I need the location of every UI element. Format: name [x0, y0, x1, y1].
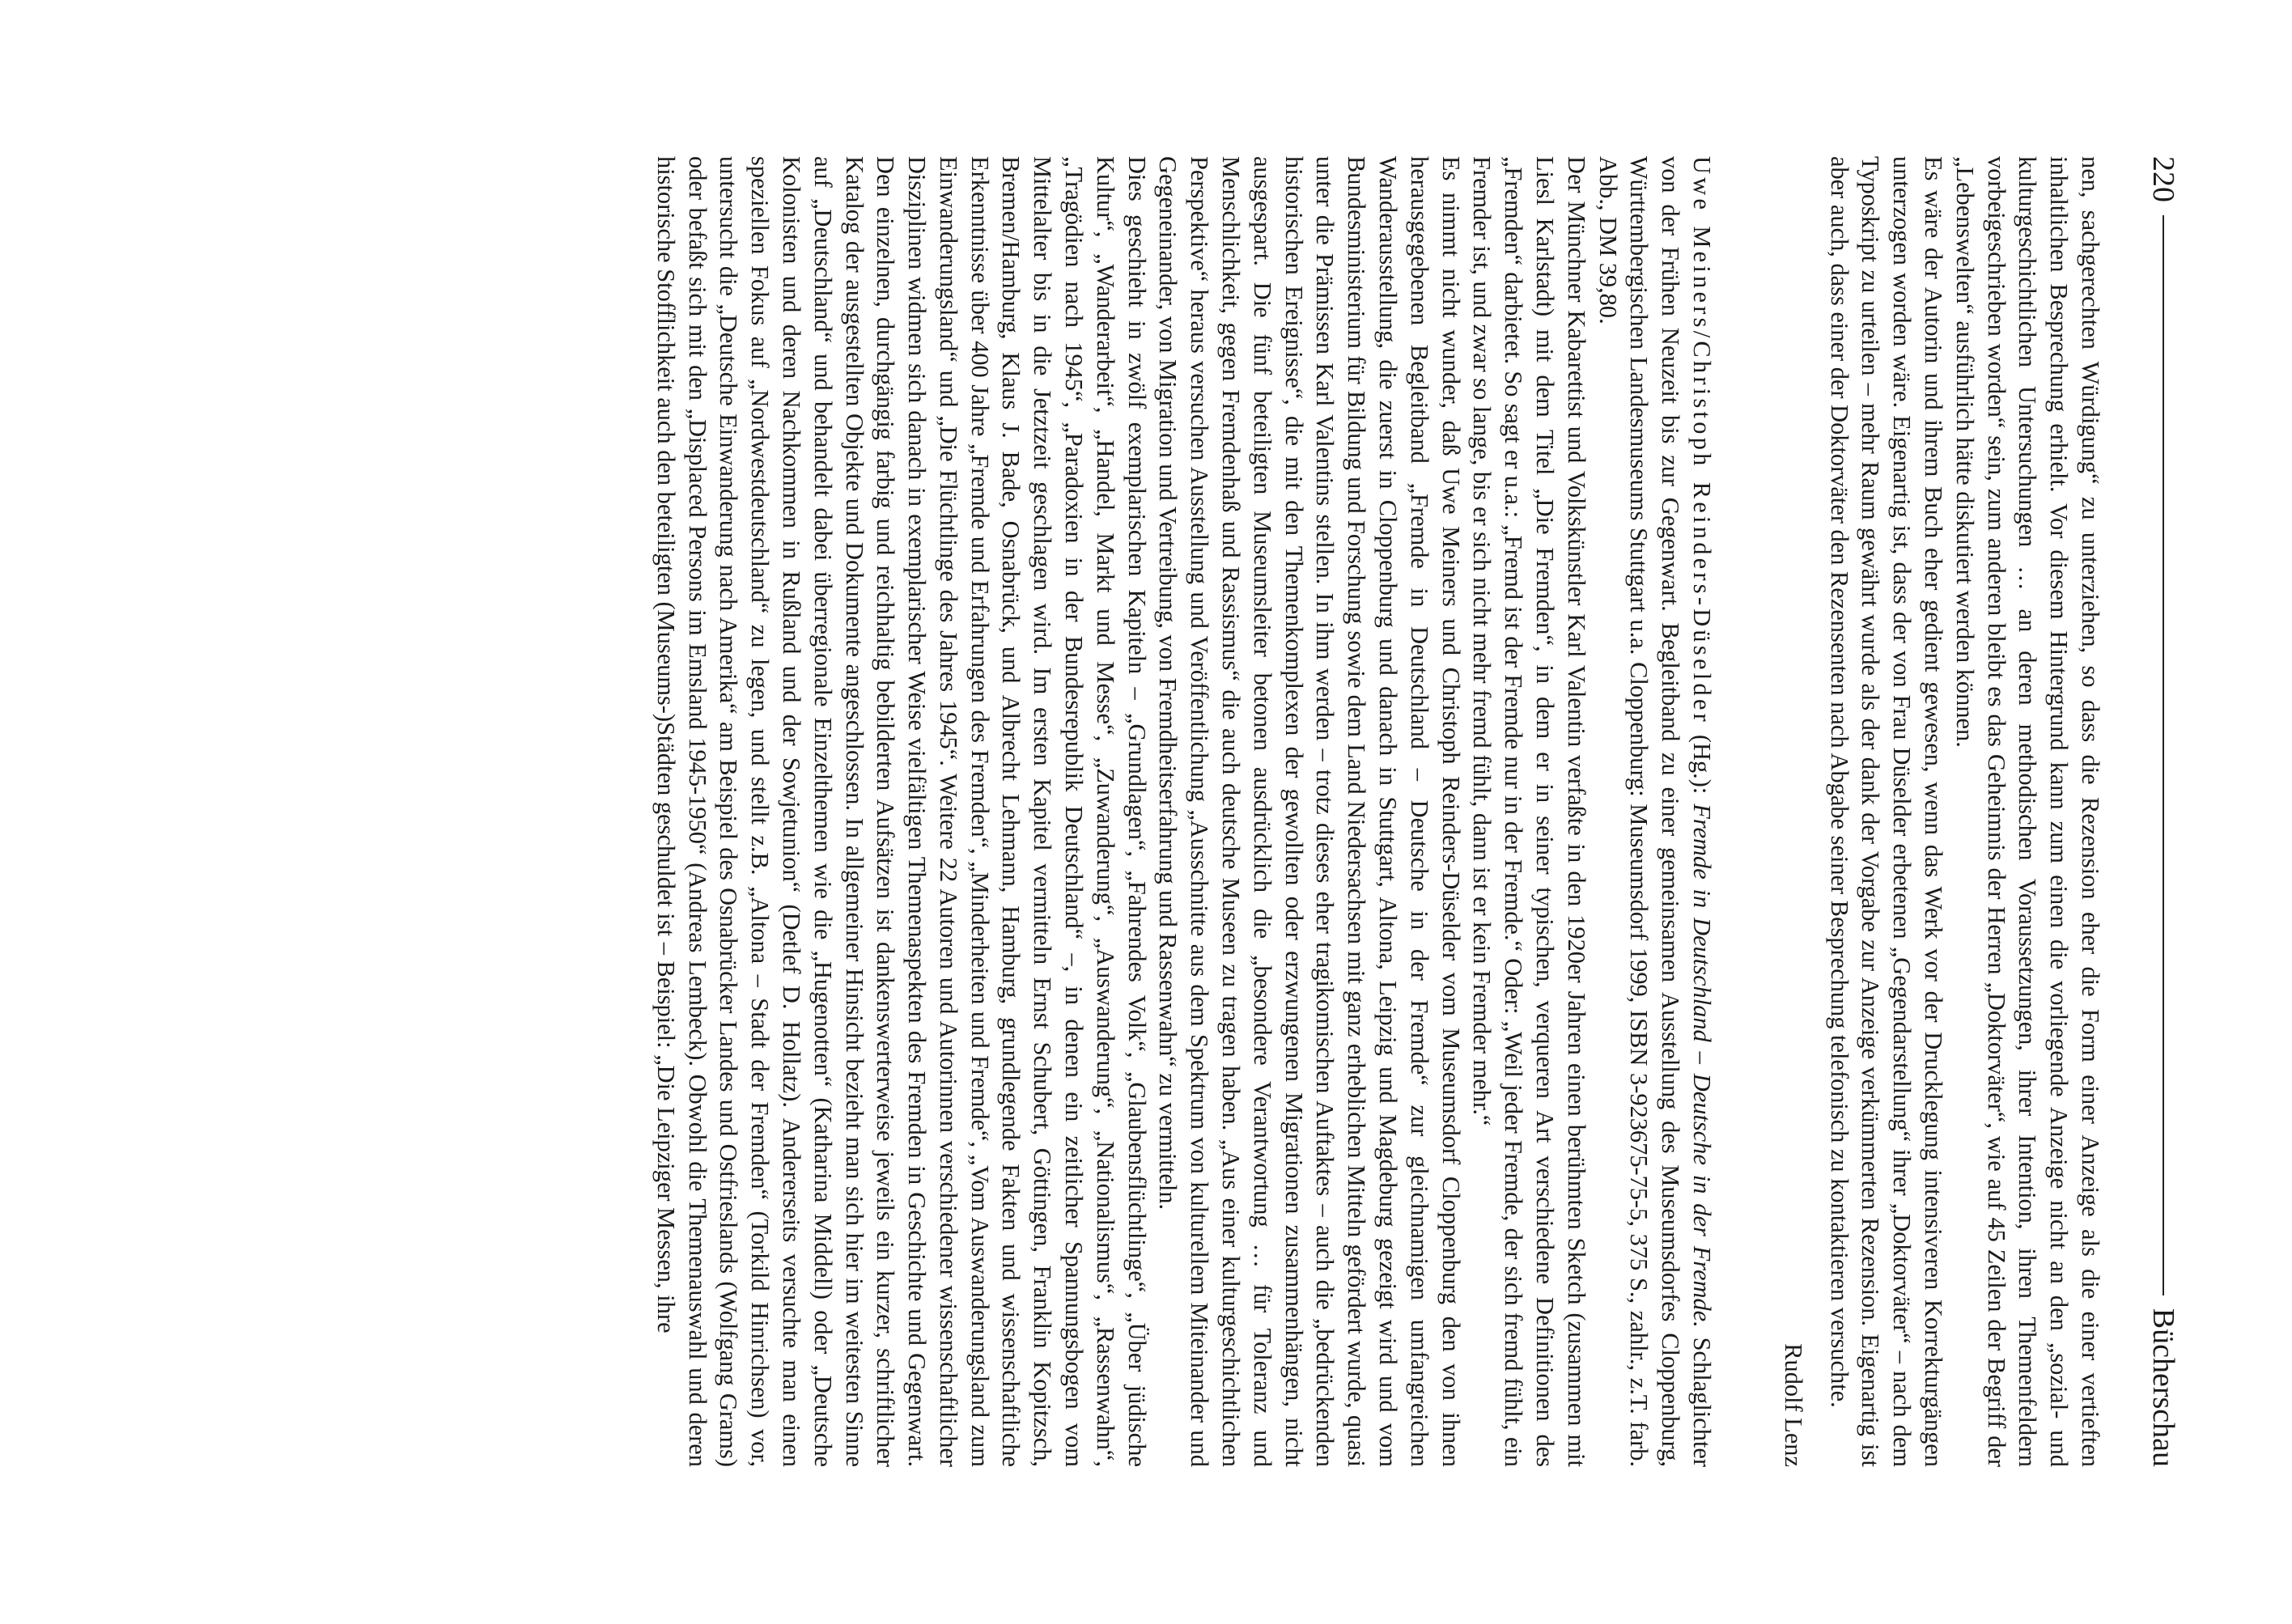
reviewer-signature: Rudolf Lenz [1779, 1343, 1807, 1467]
book-title: Fremde in Deutschland – Deutsche in der Fremde. [1688, 804, 1717, 1328]
review-continuation [1777, 156, 2106, 1467]
paragraph: Dies geschieht in zwölf exemplarischen Kapiteln – „Grundlagen“, „Fahrendes Volk“, „Glaubensflüchtlinge“, „Über jüdische Kultur“, „Wanderarbeit“, „Handel, Markt und Messe“, „Zuwanderung“, „Auswanderung“, „Nationalismus“, „Rassenwahn“, „Tragödien nach 1945“, „Paradoxien in der Bundesrepublik Deutschland“ –, in denen ein zeitlicher Spannungsbogen vom Mittelalter bis in die Jetztzeit geschlagen wird. Im ersten Kapitel vermitteln Ernst Schubert, Göttingen, Franklin Kopitzsch, Bremen/Hamburg, Klaus J. Bade, Osnabrück, und Albrecht Lehmann, Hamburg, grundlegende Fakten und wissenschaftliche Erkenntnisse über 400 Jahre „Fremde und Erfahrungen des Fremden“, „Minderheiten und Fremde“, „Vom Auswanderungsland zum Einwanderungsland“ und „Die Flüchtlinge des Jahres 1945“. Weitere 22 Autoren und Autorinnen verschiedener wissenschaftlicher Disziplinen widmen sich danach in exemplarischer Weise vielfältigen Themenaspekten des Fremden in Geschichte und Gegenwart. Den einzelnen, durchgängig farbig und reichhaltig bebilderten Aufsätzen ist dankenswerterweise jeweils ein kurzer, schriftlicher Katalog der ausgestellten Objekte und Dokumente angeschlossen. In allgemeiner Hinsicht bezieht man sich hier im weitesten Sinne auf „Deutschland“ und behandelt dabei überregionale Einzelthemen wie die „Hugenotten“ (Katharina Middell) oder „Deutsche Kolonisten und deren Nachkommen in Rußland und der Sowjetunion“ (Detlef D. Hollatz). Andererseits versuchte man einen speziellen Fokus auf „Nordwestdeutschland“ zu legen, und stellt z.B. „Altona – Stadt der Fremden“ (Torkild Hinrichsen) vor, untersucht die „Deutsche Einwanderung nach Amerika“ am Beispiel des Osnabrücker Landes und Ostfrieslands (Wolfgang Grams) oder befaßt sich mit den „Displaced Persons im Emsland 1945-1950“ (Andreas Lembeck). Obwohl die Themenauswahl und deren historische Stofflichkeit auch den beteiligten (Museums-)Städten geschuldet ist – Beispiel: „Die Leipziger Messen, ihre [652, 156, 1151, 1467]
paragraph: Es wäre der Autorin und ihrem Buch eher gedient gewesen, wenn das Werk vor der Drucklegung intensiveren Korrekturgängen unterzogen worden wäre. Eigenartig ist, dass der von Frau Düselder erbetenen „Gegendarstellung“ ihrer „Doktorväter“ – nach dem Typoskript zu urteilen – mehr Raum gewährt wurde als der dank der Vorgabe zur Anzeige verkümmerten Rezension. Eigenartig ist aber auch, dass einer der Doktorväter den Rezensenten nach Abgabe seiner Besprechung telefonisch zu kontaktieren versuchte. [1825, 156, 1948, 1467]
editor-note: (Hg.): [1688, 724, 1717, 804]
paragraph: nen, sachgerechten Würdigung“ zu unterziehen, so dass die Rezension eher die Form einer Anzeige als die einer vertieften inhaltlichen Besprechung erhielt. Vor diesem Hintergrund kann zum einen die vorliegende Anzeige nicht an den „sozial- und kulturgeschichtlichen Untersuchungen … an deren methodischen Voraussetzungen, ihrer Intention, ihren Themenfeldern vorbeigeschrieben worden“ sein, zum anderen bleibt es das Geheimnis der Herren „Doktorväter“, wie auf 45 Zeilen der Begriff der „Lebenswelten“ ausführlich hätte diskutiert werden können. [1950, 156, 2104, 1467]
running-head [2148, 156, 2179, 1467]
paragraph: Der Münchner Kabarettist und Volkskünstler Karl Valentin verfaßte in den 1920er Jahren einen berühmten Sketch (zusammen mit Liesl Karlstadt) mit dem Titel „Die Fremden“, in dem er in seiner typischen, verqueren Art verschiedene Definitionen des „Fremden“ darbietet. So sagt er u.a.: „Fremd ist der Fremde nur in der Fremde.“ Oder: „Weil jeder Fremde, der sich fremd fühlt, ein Fremder ist, und zwar so lange, bis er sich nicht mehr fremd fühlt, dann ist er kein Fremder mehr.“ [1468, 156, 1590, 1467]
book-authors: Uwe Meiners/Christoph Reinders-Düselder [1688, 156, 1717, 725]
section-title: Bücherschau [2146, 1308, 2180, 1467]
bibliographic-details: Schlaglichter von der Frühen Neuzeit bis zur Gegenwart. Begleitband zu einer gemeinsamen Ausstellung des Museumsdorfes Cloppenburg, Württembergischen Landesmuseums Stuttgart u.a. Cloppenburg: Museumsdorf 1999, ISBN 3-923675-75-5, 375 S., zahlr., z.T. farb. Abb., DM 39,80. [1594, 156, 1717, 1467]
review-entry [650, 156, 1717, 1467]
book-page [70, 83, 2222, 1540]
bibliographic-entry [1592, 156, 1717, 1467]
header-rule [2163, 215, 2164, 1295]
page-number: 220 [2146, 156, 2180, 202]
paragraph: Es nimmt nicht wunder, daß Uwe Meiners und Christoph Reinders-Düselder vom Museumsdorf Cloppenburg den von ihnen herausgegebenen Begleitband „Fremde in Deutschland – Deutsche in der Fremde“ zur gleichnamigen umfangreichen Wanderausstellung, die zuerst in Cloppenburg und danach in Stuttgart, Altona, Leipzig und Magdeburg gezeigt wird und vom Bundesministerium für Bildung und Forschung sowie dem Land Niedersachsen mit ganz erheblichen Mitteln gefördert wurde, quasi unter die Prämissen Karl Valentins stellen. In ihm werden – trotz dieses eher tragikomischen Auftaktes – auch die „bedrückenden historischen Ereignisse“, die mit den Themenkomplexen der gewollten oder erzwungenen Migrationen zusammenhängen, nicht ausgespart. Die fünf beteiligten Museumsleiter betonen ausdrücklich die „besondere Verantwortung … für Toleranz und Menschlichkeit, gegen Fremdenhaß und Rassismus“ die auch deutsche Museen zu tragen haben. „Aus einer kulturgeschichtlichen Perspektive“ heraus versuchen Ausstellung und Veröffentlichung „Ausschnitte aus dem Spektrum von kulturellem Miteinander und Gegeneinander, von Migration und Vertreibung, von Fremdheitserfahrung und Rassenwahn“ zu vermitteln. [1154, 156, 1465, 1467]
